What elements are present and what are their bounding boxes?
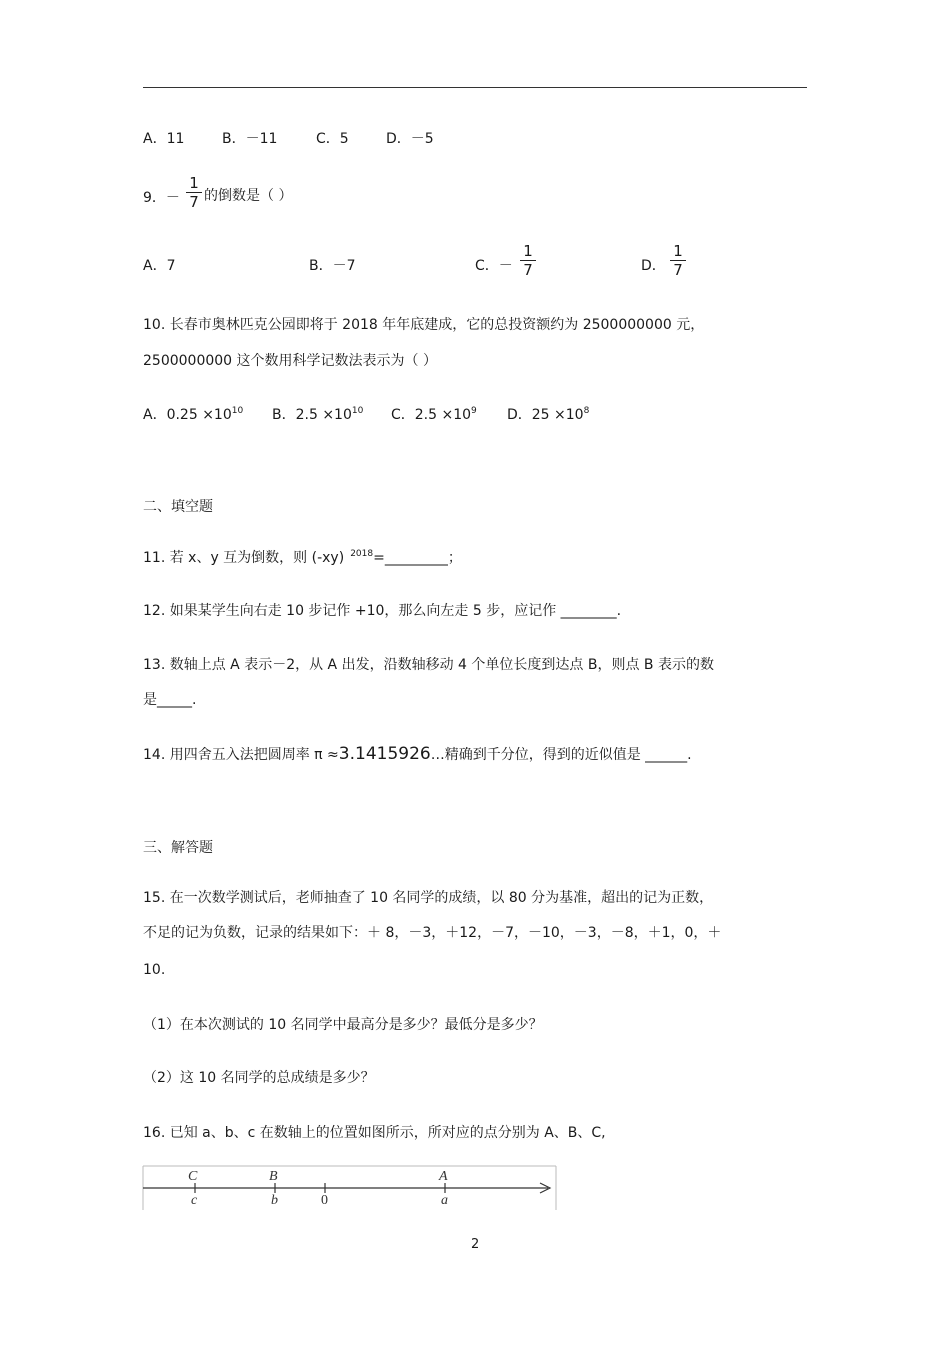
q9-option-a: A．7 xyxy=(143,258,176,274)
q14-value: 3.1415926 xyxy=(338,744,431,764)
label-upper-c: C xyxy=(188,1169,198,1184)
q15-line2: 不足的记为负数，记录的结果如下：＋ 8，－3，＋12，－7，－10，－3，－8，＋1，0，＋ xyxy=(143,925,722,941)
q10-option-a-exp: 10 xyxy=(231,406,244,416)
q10-option-b-exp: 10 xyxy=(351,406,364,416)
q8-option-b: B．－11 xyxy=(222,131,278,147)
q9-text: 的倒数是（ ） xyxy=(204,188,293,204)
q10-option-c-base: C．2.5 ×10 xyxy=(391,407,472,423)
q10-option-a xyxy=(143,404,243,424)
label-upper-a: A xyxy=(439,1169,448,1184)
q8-option-a: A．11 xyxy=(143,131,185,147)
section-answer-questions: 三、解答题 xyxy=(143,840,213,856)
number-line-figure xyxy=(140,1162,560,1212)
q10-option-b-base: B．2.5 ×10 xyxy=(272,407,352,423)
q12: 12. 如果某学生向右走 10 步记作 +10，那么向左走 5 步，应记作 ________. xyxy=(143,603,622,619)
q14-post: …精确到千分位，得到的近似值是 ______. xyxy=(430,747,692,763)
q8-option-d: D．－5 xyxy=(386,131,434,147)
q10-option-d xyxy=(507,404,589,424)
q10-option-c xyxy=(391,404,477,424)
header-rule xyxy=(143,87,807,88)
q16-line1: 16. 已知 a、b、c 在数轴上的位置如图所示，所对应的点分别为 A、B、C, xyxy=(143,1125,606,1141)
q11-exp: 2018 xyxy=(350,549,374,559)
q10-line1: 10. 长春市奥林匹克公园即将于 2018 年年底建成，它的总投资额约为 2500000000 元， xyxy=(143,317,705,333)
label-lower-b: b xyxy=(271,1193,278,1208)
q10-option-c-exp: 9 xyxy=(471,406,477,416)
q15-line1: 15. 在一次数学测试后，老师抽查了 10 名同学的成绩，以 80 分为基准，超出的记为正数， xyxy=(143,890,714,906)
q10-option-b xyxy=(272,404,363,424)
q15-sub2: （2）这 10 名同学的总成绩是多少？ xyxy=(143,1070,375,1086)
q13-line1: 13. 数轴上点 A 表示－2，从 A 出发，沿数轴移动 4 个单位长度到达点 B，则点 B 表示的数 xyxy=(143,657,714,673)
q15-line3: 10. xyxy=(143,962,166,978)
q9-number: 9．－ xyxy=(143,190,180,206)
label-lower-c: c xyxy=(191,1193,198,1208)
q9-option-d-num: 1 xyxy=(670,242,686,261)
label-upper-b: B xyxy=(269,1169,278,1184)
q9-frac-num: 1 xyxy=(186,174,202,193)
q9-option-b: B．－7 xyxy=(309,258,356,274)
q10-option-d-base: D．25 ×10 xyxy=(507,407,584,423)
q9-option-d: D． xyxy=(641,258,666,274)
section-fill-in-blank: 二、填空题 xyxy=(143,499,213,515)
q10-option-a-base: A．0.25 ×10 xyxy=(143,407,232,423)
q9-option-c-fraction xyxy=(520,242,536,279)
q14-pre: 14. 用四舍五入法把圆周率 π ≈ xyxy=(143,747,339,763)
q11-pre: 11. 若 x、y 互为倒数，则 (-xy) xyxy=(143,550,345,566)
q9-option-c-den: 7 xyxy=(523,261,533,279)
label-lower-a: a xyxy=(441,1193,448,1208)
q11-post: =_________； xyxy=(373,550,462,566)
page-number: 2 xyxy=(471,1237,480,1252)
q9-option-c: C．－ xyxy=(475,258,513,274)
q11 xyxy=(143,547,462,567)
q10-option-d-exp: 8 xyxy=(583,406,590,416)
q9-frac-den: 7 xyxy=(189,193,199,211)
label-lower-zero: 0 xyxy=(321,1193,328,1208)
q9-fraction xyxy=(186,174,202,211)
q10-line2: 2500000000 这个数用科学记数法表示为（ ） xyxy=(143,353,437,369)
q9-option-d-den: 7 xyxy=(673,261,683,279)
q13-line2: 是_____. xyxy=(143,692,197,708)
q15-sub1: （1）在本次测试的 10 名同学中最高分是多少？最低分是多少？ xyxy=(143,1017,543,1033)
q9-option-d-fraction xyxy=(670,242,686,279)
q8-option-c: C．5 xyxy=(316,131,349,147)
q14 xyxy=(143,744,692,764)
q9-option-c-num: 1 xyxy=(520,242,536,261)
